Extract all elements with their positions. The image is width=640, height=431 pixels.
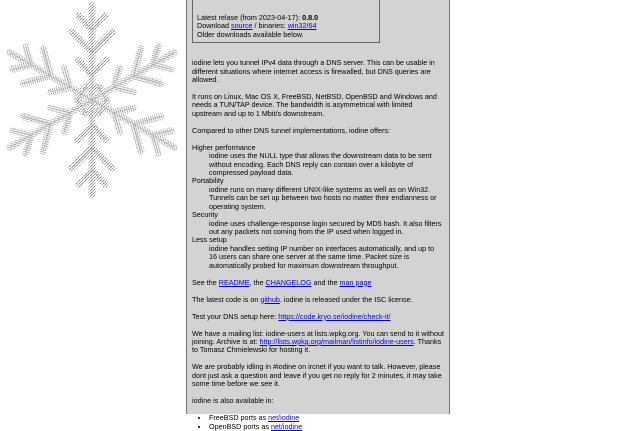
content-panel (186, 0, 450, 431)
mailing-text (192, 330, 444, 355)
feature-title: Portability (192, 176, 224, 186)
snowflake-logo (0, 0, 190, 200)
available-text: iodine is also available in: (192, 396, 274, 406)
feature-list (192, 144, 449, 270)
spacer (192, 43, 449, 59)
mailing-archive-link[interactable]: http://lists.wpkg.org/mailman/listinfo/iodine-users (259, 336, 414, 346)
port-prefix: FreeBSD ports as (209, 413, 267, 423)
docs-text (192, 279, 444, 287)
feature-desc: iodine uses challenge-response login secured by MD5 hash. It also filters out any packets not coming from the IP used when logged in. (209, 218, 442, 236)
irc-text: We are probably idling in #iodine on ircnet if you want to talk. However, please dont just ask a question and leave if you get no reply for 2 minutes, it may take some time before we see it. (192, 362, 442, 389)
code-prefix: The latest code is on (192, 294, 259, 304)
feature-desc: iodine runs on many different UNIX-like systems as well as on Win32. Tunnels can be set up between two hosts no matter their endianness or operating system. (209, 184, 437, 211)
freebsd-port-link[interactable]: net/iodine (268, 413, 300, 423)
release-box-top-spacer (197, 0, 375, 14)
binaries-label: / binaries: (254, 21, 286, 31)
changelog-link[interactable]: CHANGELOG (265, 277, 312, 287)
test-text (192, 313, 444, 321)
latest-version: 0.8.0 (302, 13, 319, 22)
release-box (192, 0, 380, 43)
feature-title: Higher performance (192, 142, 256, 152)
github-link[interactable]: github (260, 294, 280, 304)
readme-link[interactable]: README (218, 277, 250, 287)
binaries-link[interactable]: win32/64 (287, 21, 317, 31)
docs-sep: and the (313, 277, 338, 287)
source-link[interactable]: source (230, 21, 253, 31)
platforms-text: It runs on Linux, Mac OS X, FreeBSD, NetBSD, OpenBSD and Windows and needs a TUN/TAP device. The bandwidth is asymmetrical with limited upstream and up to 1 Mbit/s downstream. (192, 92, 437, 118)
test-prefix: Test your DNS setup here: (192, 311, 277, 321)
intro-text: iodine lets you tunnel IPv4 data through a DNS server. This can be usable in different situations where internet access is firewalled, but DNS queries are allowed. (192, 58, 435, 85)
mailing-prefix: We have a mailing list: iodine-users at lists.wpkg.org. You can send to it without joining. Archive is at: (192, 328, 444, 346)
latest-release-label: Latest relase (from 2023-04-17): (197, 13, 301, 22)
feature-desc: iodine handles setting IP number on interfaces automatically, and up to 16 users can share one server at the same time. Packet size is automatically probed for maximum downstream throughput. (209, 243, 435, 270)
feature-title: Less setup (192, 235, 227, 245)
openbsd-port-link[interactable]: net/iodine (270, 421, 303, 431)
feature-title: Security (192, 210, 218, 220)
download-label: Download (197, 21, 229, 31)
manpage-link[interactable]: man page (339, 277, 372, 287)
port-prefix: OpenBSD ports as (209, 421, 269, 431)
docs-sep: , the (249, 277, 264, 287)
older-downloads: Older downloads available below. (197, 29, 304, 39)
code-suffix: . iodine is released under the ISC license. (279, 294, 413, 304)
code-text (192, 296, 444, 304)
docs-prefix: See the (192, 277, 217, 287)
compared-text: Compared to other DNS tunnel implementations, iodine offers: (192, 125, 391, 135)
list-item (209, 423, 449, 431)
check-it-link[interactable]: https://code.kryo.se/iodine/check-it/ (278, 311, 391, 321)
mailing-suffix: . Thanks to Tomasz Chmielewski for hosting it. (192, 336, 442, 355)
ports-list (192, 414, 449, 431)
feature-desc: iodine uses the NULL type that allows the downstream data to be sent without encoding. Each DNS reply can contain over a kilobyte of compressed payload data. (209, 151, 432, 178)
